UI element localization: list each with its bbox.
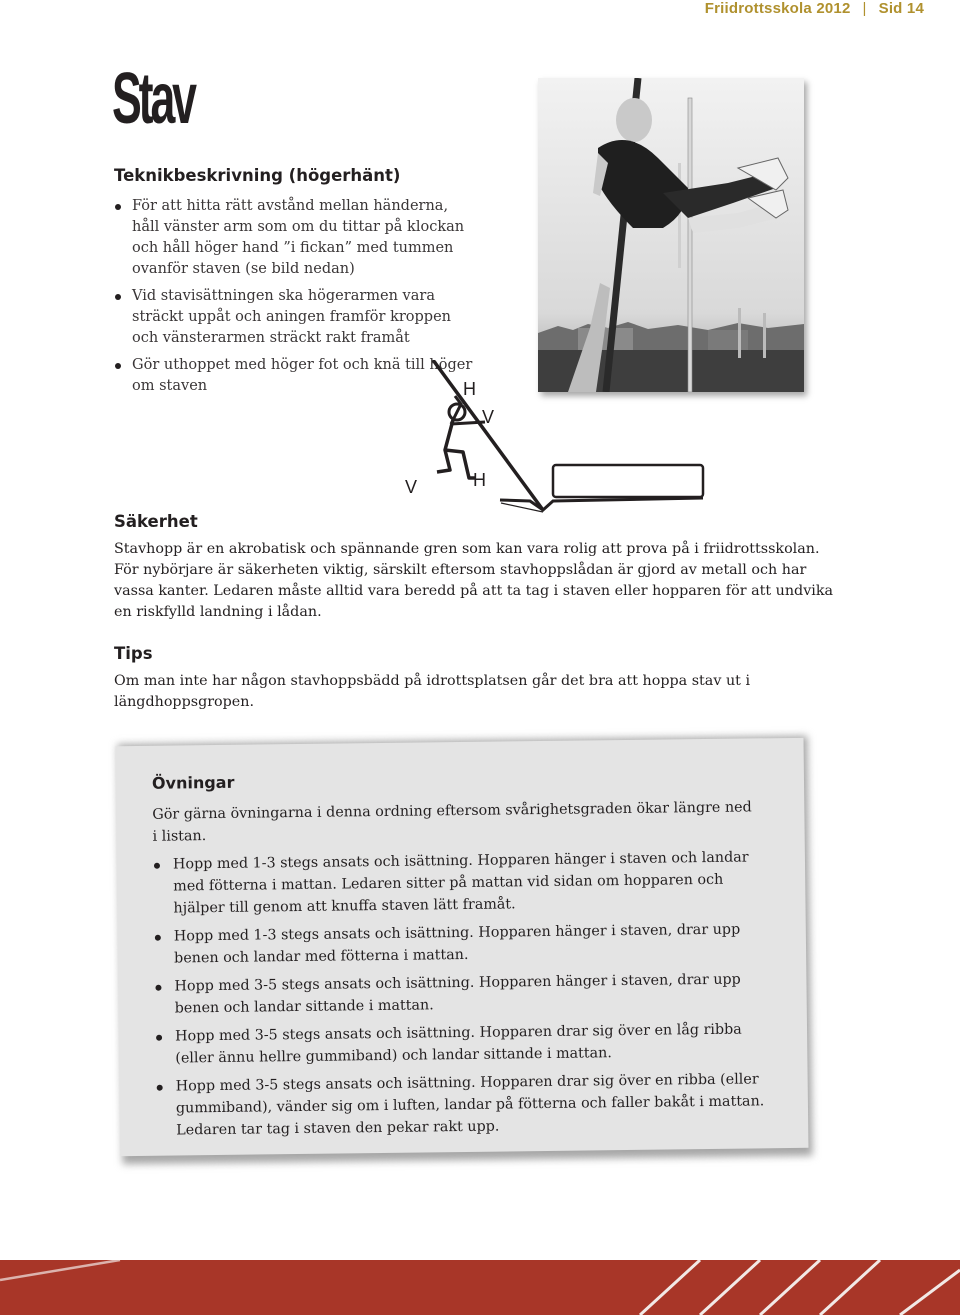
list-item: Hopp med 3-5 stegs ansats och isättning. Hopparen drar sig över en låg ribba (eller ännu hellre gummiband) och landar sittande i mattan. — [155, 1018, 775, 1070]
running-track-footer — [0, 1260, 960, 1315]
diagram-label-v-bottom: V — [405, 477, 418, 497]
list-item: Gör uthoppet med höger fot och knä till höger om staven — [114, 355, 474, 397]
list-item: Vid stavisättningen ska högerarmen vara sträckt uppåt och aningen framför kroppen och vänsterarmen sträckt rakt framåt — [114, 286, 474, 349]
list-item: Hopp med 1-3 stegs ansats och isättning. Hopparen hänger i staven, drar upp benen och landar med fötterna i mattan. — [154, 918, 774, 970]
header-separator: | — [862, 0, 867, 17]
page-title: Stav — [112, 59, 194, 139]
safety-heading: Säkerhet — [114, 512, 198, 531]
technique-heading: Teknikbeskrivning (högerhänt) — [114, 166, 401, 185]
exercises-box — [116, 738, 809, 1156]
diagram-label-h-bottom: H — [473, 470, 486, 490]
pole-vault-photo-graphic — [538, 78, 804, 392]
publication-name: Friidrottsskola 2012 — [704, 0, 851, 17]
page-number: Sid 14 — [878, 0, 924, 17]
list-item: Hopp med 1-3 stegs ansats och isättning. Hopparen hänger i staven och landar med fötterna i mattan. Ledaren sitter på mattan vid sidan om hopparen och hjälper till genom att knuffa staven lätt framåt. — [153, 846, 774, 920]
tips-heading: Tips — [114, 644, 153, 663]
pole-vault-photo — [538, 78, 804, 392]
technique-diagram-graphic — [395, 360, 715, 520]
running-track-graphic — [0, 1260, 960, 1315]
technique-diagram — [395, 360, 715, 520]
list-item: För att hitta rätt avstånd mellan händerna, håll vänster arm som om du tittar på klockan och håll höger hand ”i fickan” med tummen ovanför staven (se bild nedan) — [114, 196, 474, 280]
exercises-list — [153, 846, 777, 1148]
page-header — [705, 0, 924, 20]
list-item: Hopp med 3-5 stegs ansats och isättning. Hopparen hänger i staven, drar upp benen och landar sittande i mattan. — [154, 968, 774, 1020]
diagram-label-h-top: H — [463, 379, 476, 399]
safety-text: Stavhopp är en akrobatisk och spännande gren som kan vara rolig att prova på i friidrottsskolan. För nybörjare är säkerheten viktig, särskilt eftersom stavhoppslådan är gjord av metall och har vassa kanter. Ledaren måste alltid vara beredd på att ta tag i staven eller hopparen för att undvika en riskfylld landning i lådan. — [114, 541, 834, 620]
diagram-label-v-top: V — [482, 407, 495, 427]
exercises-heading: Övningar — [151, 772, 235, 793]
tips-text: Om man inte har någon stavhoppsbädd på idrottsplatsen går det bra att hoppa stav ut i längdhoppsgropen. — [114, 673, 751, 710]
list-item: Hopp med 3-5 stegs ansats och isättning. Hopparen drar sig över en ribba (eller gummiband), vänder sig om i luften, landar på fötterna och faller bakåt i mattan. Ledaren tar tag i staven den pekar rakt upp. — [156, 1068, 777, 1142]
exercises-intro: Gör gärna övningarna i denna ordning eftersom svårighetsgraden ökar längre ned i listan. — [152, 799, 752, 845]
